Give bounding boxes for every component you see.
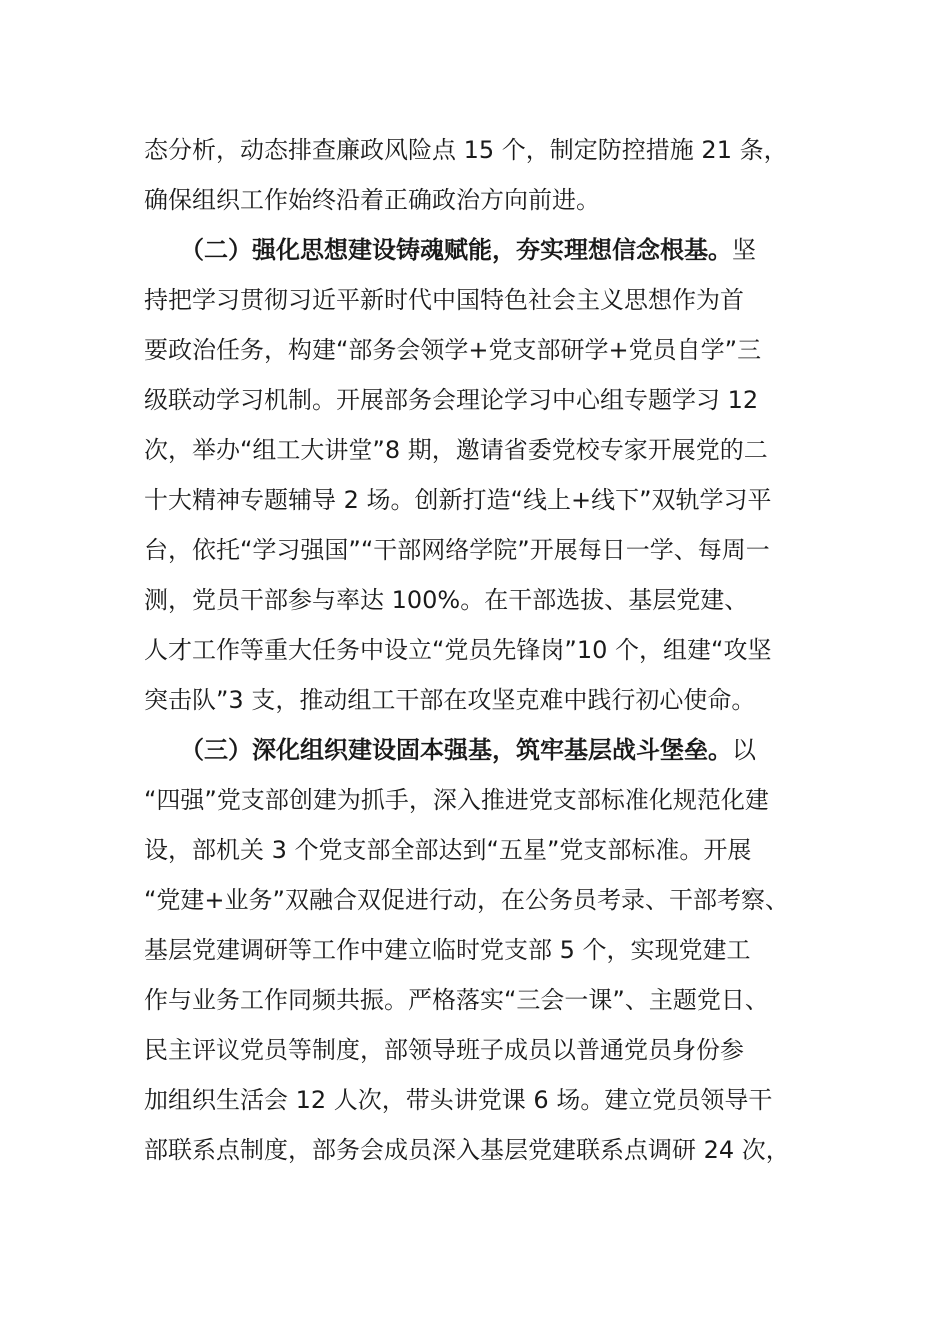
text-line-16: “党建+业务”双融合双促进行动，在公务员考录、干部考察、 [144, 886, 789, 914]
text-line-15: 设，部机关 3 个党支部全部达到“五星”党支部标准。开展 [144, 836, 752, 864]
text-line-7: 次，举办“组工大讲堂”8 期，邀请省委党校专家开展党的二 [144, 436, 768, 464]
text-line-19: 民主评议党员等制度，部领导班子成员以普通党员身份参 [144, 1036, 744, 1064]
text-line-8: 十大精神专题辅导 2 场。创新打造“线上+线下”双轨学习平 [144, 486, 772, 514]
text-line-1: 态分析，动态排查廉政风险点 15 个，制定防控措施 21 条， [144, 136, 788, 164]
section-2-line [180, 225, 756, 275]
text-line-14: “四强”党支部创建为抓手，深入推进党支部标准化规范化建 [144, 786, 769, 814]
text-line-17: 基层党建调研等工作中建立临时党支部 5 个，实现党建工 [144, 936, 751, 964]
text-line-6: 级联动学习机制。开展部务会理论学习中心组专题学习 12 [144, 386, 759, 414]
section-3-heading: （三）深化组织建设固本强基，筑牢基层战斗堡垒。 [180, 736, 732, 764]
text-line-12: 突击队”3 支，推动组工干部在攻坚克难中践行初心使命。 [144, 686, 756, 714]
text-line-5: 要政治任务，构建“部务会领学+党支部研学+党员自学”三 [144, 336, 762, 364]
section-3-line [180, 725, 756, 775]
section-2-heading: （二）强化思想建设铸魂赋能，夯实理想信念根基。 [180, 236, 732, 264]
text-line-18: 作与业务工作同频共振。严格落实“三会一课”、主题党日、 [144, 986, 769, 1014]
text-line-9: 台，依托“学习强国”“干部网络学院”开展每日一学、每周一 [144, 536, 770, 564]
text-line-2: 确保组织工作始终沿着正确政治方向前进。 [144, 186, 600, 214]
section-3-heading-tail: 以 [732, 736, 756, 764]
text-line-21: 部联系点制度，部务会成员深入基层党建联系点调研 24 次， [144, 1136, 790, 1164]
text-line-10: 测，党员干部参与率达 100%。在干部选拔、基层党建、 [144, 586, 749, 614]
section-2-heading-tail: 坚 [732, 236, 756, 264]
text-line-4: 持把学习贯彻习近平新时代中国特色社会主义思想作为首 [144, 286, 744, 314]
text-line-11: 人才工作等重大任务中设立“党员先锋岗”10 个，组建“攻坚 [144, 636, 772, 664]
text-line-20: 加组织生活会 12 人次，带头讲党课 6 场。建立党员领导干 [144, 1086, 773, 1114]
